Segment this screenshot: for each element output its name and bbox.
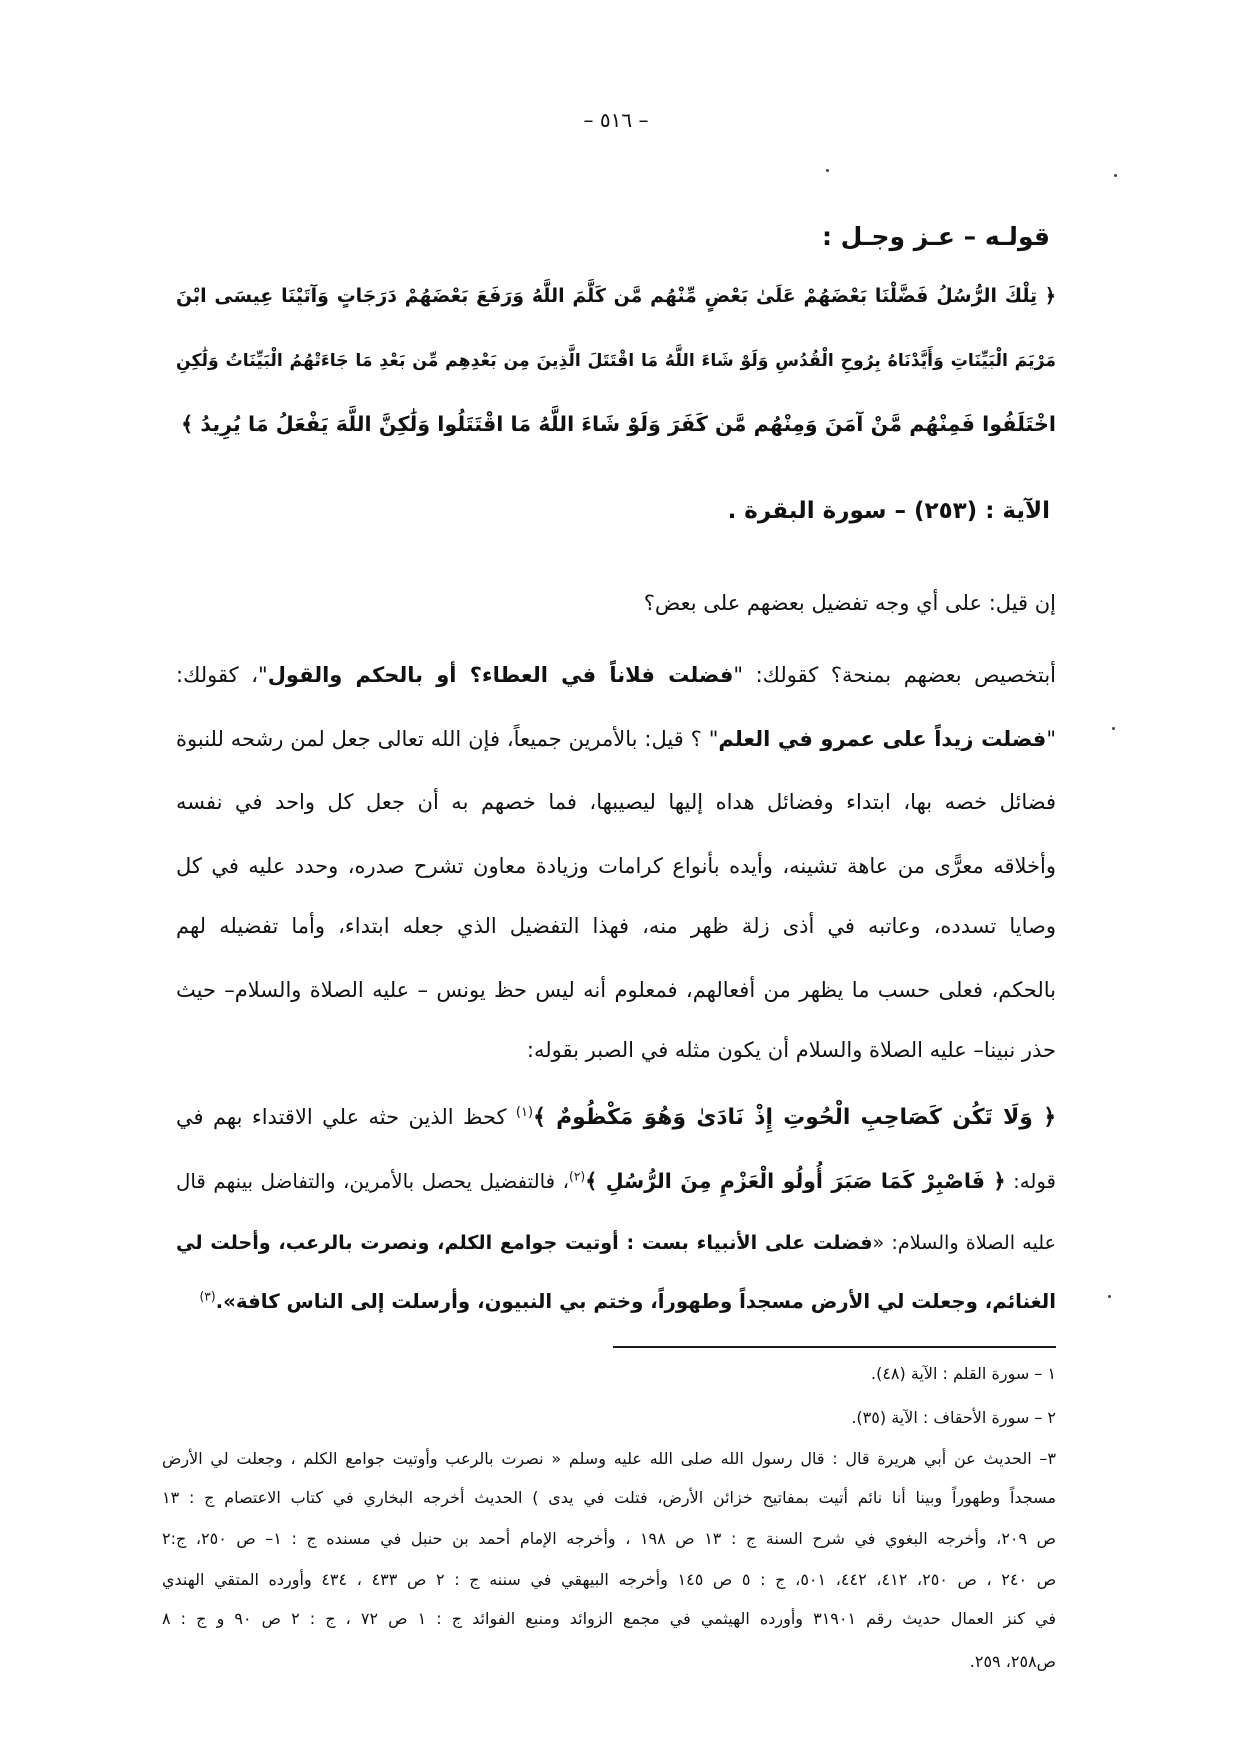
body-text: حذر نبينا– عليه الصلاة والسلام أن يكون مثله في الصبر بقوله: [526, 1038, 1056, 1062]
verse-reference: الآية : (٢٥٣) – سورة البقرة . [727, 498, 1050, 524]
body-line [176, 850, 1056, 882]
body-line [176, 723, 1056, 755]
footnote-marker: (٣) [199, 1289, 216, 1304]
footnote-line: مسجداً وطهوراً وبينا أنا نائم أتيت بمفاتيح خزائن الأرض، فتلت في يدى ) الحديث أخرجه البخاري في كتاب الاعتصام ج : ١٣ [162, 1488, 1056, 1507]
footnote-marker: (٢) [569, 1169, 586, 1184]
body-text: أبتخصيص بعضهم بمنحة؟ كقولك: " [733, 663, 1056, 687]
footnote-line: في كنز العمال حديث رقم ٣١٩٠١ وأورده الهيثمي في مجمع الزوائد ومنبع الفوائد ج : ١ ص ٧٢ ، ج : ٢ ص ٩٠ و ج : ٨ [162, 1609, 1057, 1628]
scan-speck [1108, 1295, 1111, 1298]
bold-text: فضلت على الأنبياء بست : أوتيت جوامع الكلم، ونصرت بالرعب، وأحلت لي [176, 1231, 873, 1254]
bold-text: فضلت فلاناً في العطاء؟ أو بالحكم والقول [267, 663, 734, 687]
scan-speck [826, 169, 829, 172]
body-line [176, 786, 1056, 818]
footnote-separator [613, 1346, 1056, 1348]
verse-line: اخْتَلَفُوا فَمِنْهُم مَّنْ آمَنَ وَمِنْهُم مَّن كَفَرَ وَلَوْ شَاءَ اللَّهُ مَا اقْتَتَلُوا وَلَٰكِنَّ اللَّهَ يَفْعَلُ مَا يُرِيدُ ﴾ [181, 412, 1056, 436]
body-line [176, 1165, 1056, 1198]
verse-line: ﴿ تِلْكَ الرُّسُلُ فَضَّلْنَا بَعْضَهُمْ عَلَىٰ بَعْضٍ مِّنْهُم مَّن كَلَّمَ اللَّهُ وَرَفَعَ بَعْضَهُمْ دَرَجَاتٍ وَآتَيْنَا عِيسَى ابْنَ [176, 285, 1056, 307]
section-heading: قولـه – عـز وجـل : [821, 222, 1050, 251]
body-line [176, 1286, 1056, 1318]
scan-speck [1112, 727, 1115, 730]
body-text: عليه الصلاة والسلام: « [872, 1231, 1057, 1254]
footnote-line: ص ٢٠٩، وأخرجه البغوي في شرح السنة ج : ١٣ ص ١٩٨ ، وأخرجه الإمام أحمد بن حنبل في مسنده ج : ١– ص ٢٥٠، ج:٢ [162, 1529, 1057, 1548]
quran-quote: ﴿ فَاصْبِرْ كَمَا صَبَرَ أُولُو الْعَزْمِ مِنَ الرُّسُلِ ﴾ [585, 1169, 1006, 1193]
verse-line: مَرْيَمَ الْبَيِّنَاتِ وَأَيَّدْنَاهُ بِرُوحِ الْقُدُسِ وَلَوْ شَاءَ اللَّهُ مَا اقْتَتَلَ الَّذِينَ مِن بَعْدِهِم مِّن بَعْدِ مَا جَاءَتْهُمُ الْبَيِّنَاتُ وَلَٰكِنِ [176, 351, 1056, 371]
body-text: ، فالتفضيل يحصل بالأمرين، والتفاضل بينهم قال [176, 1170, 570, 1193]
footnote-marker: (١) [515, 1105, 534, 1120]
bold-text: فضلت زيداً على عمرو في العلم [718, 727, 1047, 751]
body-line [176, 974, 1056, 1006]
footnote-line: ٣– الحديث عن أبي هريرة قال : قال رسول الله صلى الله عليه وسلم « نصرت بالرعب وأوتيت جوامع الكلم ، وجعلت لي الأرض [162, 1449, 1056, 1468]
scan-speck [1114, 174, 1117, 177]
body-text: بالحكم، فعلى حسب ما يظهر من أفعالهم، فمعلوم أنه ليس حظ يونس – عليه الصلاة والسلام– حيث [176, 978, 1056, 1002]
body-line [176, 910, 1056, 942]
body-text: فضائل خصه بها، ابتداء وفضائل هداه إليها ليصيبها، فما خصهم به أن جعل كل واحد في نفسه [176, 790, 1056, 814]
body-line [176, 659, 1056, 691]
body-line [176, 1101, 1056, 1134]
quran-quote: ﴿ وَلَا تَكُن كَصَاحِبِ الْحُوتِ إِذْ نَادَىٰ وَهُوَ مَكْظُومٌ ﴾ [533, 1105, 1056, 1130]
footnote-line: ٢ – سورة الأحقاف : الآية (٣٥). [851, 1408, 1056, 1427]
body-text: كحظ الذين حثه علي الاقتداء بهم في [176, 1105, 516, 1129]
body-line [176, 1227, 1056, 1259]
body-text: وصايا تسدده، وعاتبه في أذى زلة ظهر منه، فهذا التفضيل الذي جعله ابتداء، وأما تفضيله لهم [176, 914, 1056, 938]
question-line: إن قيل: على أي وجه تفضيل بعضهم على بعض؟ [643, 591, 1056, 615]
footnote-line: ص٢٥٨، ٢٥٩. [969, 1652, 1056, 1671]
body-text: " ؟ قيل: بالأمرين جميعاً، فإن الله تعالى جعل لمن رشحه للنبوة [176, 727, 719, 751]
body-text: "، كقولك: [176, 663, 268, 687]
page-number: – ٥١٦ – [583, 108, 649, 132]
bold-text: الغنائم، وجعلت لي الأرض مسجداً وطهوراً، وختم بي النبيون، وأرسلت إلى الناس كافة». [215, 1290, 1056, 1313]
body-line [176, 1034, 1056, 1066]
body-text: قوله: [1005, 1170, 1057, 1193]
footnote-line: ص ٢٤٠ ، ص ٢٥٠، ٤١٢، ٤٤٢، ٥٠١، ج : ٥ ص ١٤٥ وأخرجه البيهقي في سننه ج : ٢ ص ٤٣٣ ، ٤٣٤ وأورده المتقي الهندي [162, 1570, 1057, 1589]
body-text: وأخلاقه معرًّى من عاهة تشينه، وأيده بأنواع كرامات وزيادة معاون تشرح صدره، وحدد عليه في كل [176, 854, 1056, 878]
body-text: " [1046, 727, 1056, 751]
footnote-line: ١ – سورة القلم : الآية (٤٨). [871, 1364, 1056, 1383]
